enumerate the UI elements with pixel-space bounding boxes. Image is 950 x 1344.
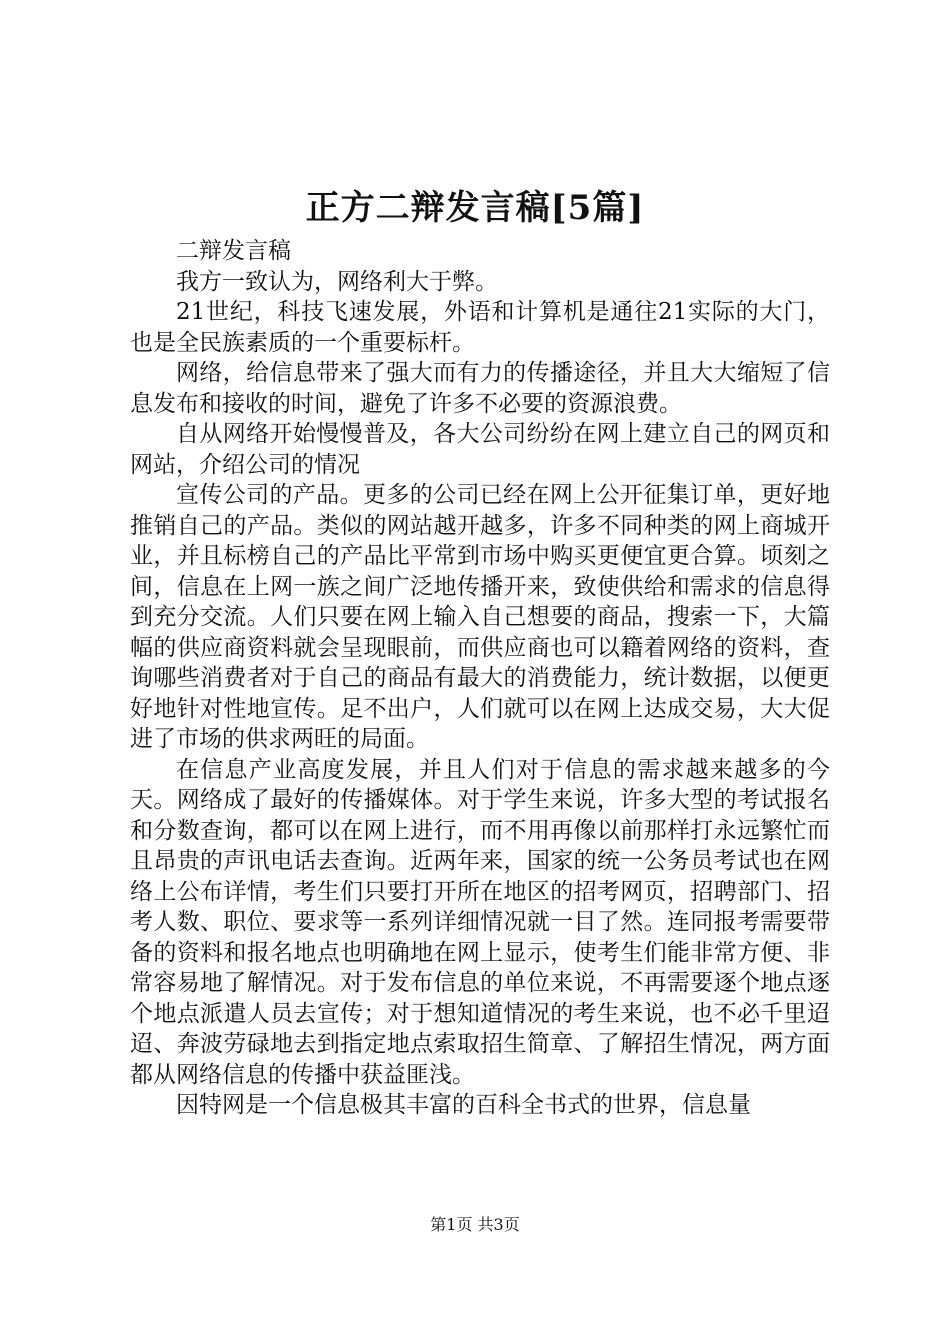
paragraph: 二辩发言稿 [176, 238, 291, 264]
paragraph: 网络，给信息带来了强大而有力的传播途径，并且大大缩短了信息发布和接收的时间，避免了许多不必要的资源浪费。 [130, 360, 830, 417]
paragraph: 21世纪，科技飞速发展，外语和计算机是通往21实际的大门，也是全民族素质的一个重要标杆。 [130, 299, 830, 356]
paragraph: 因特网是一个信息极其丰富的百科全书式的世界，信息量 [176, 1092, 751, 1118]
page-number-footer: 第1页 共3页 [430, 1215, 520, 1234]
paragraph: 在信息产业高度发展，并且人们对于信息的需求越来越多的今天。网络成了最好的传播媒体。对于学生来说，许多大型的考试报名和分数查询，都可以在网上进行，而不用再像以前那样打永远繁忙而且昂贵的声讯电话去查询。近两年来，国家的统一公务员考试也在网络上公布详情，考生们只要打开所在地区的招考网页，招聘部门、招考人数、职位、要求等一系列详细情况就一目了然。连同报考需要带备的资料和报名地点也明确地在网上显示，使考生们能非常方便、非常容易地了解情况。对于发布信息的单位来说，不再需要逐个地点逐个地点派遣人员去宣传；对于想知道情况的考生来说，也不必千里迢迢、奔波劳碌地去到指定地点索取招生简章、了解招生情况，两方面都从网络信息的传播中获益匪浅。 [130, 756, 830, 1088]
paragraph: 自从网络开始慢慢普及，各大公司纷纷在网上建立自己的网页和网站，介绍公司的情况 [130, 421, 830, 478]
document-title: 正方二辩发言稿[5篇] [305, 188, 645, 228]
paragraph: 我方一致认为，网络利大于弊。 [176, 268, 498, 295]
document-body [130, 236, 830, 1121]
paragraph: 宣传公司的产品。更多的公司已经在网上公开征集订单，更好地推销自己的产品。类似的网站越开越多，许多不同种类的网上商城开业，并且标榜自己的产品比平常到市场中购买更便宜更合算。顷刻之间，信息在上网一族之间广泛地传播开来，致使供给和需求的信息得到充分交流。人们只要在网上输入自己想要的商品，搜索一下，大篇幅的供应商资料就会呈现眼前，而供应商也可以籍着网络的资料，查询哪些消费者对于自己的商品有最大的消费能力，统计数据，以便更好地针对性地宣传。足不出户，人们就可以在网上达成交易，大大促进了市场的供求两旺的局面。 [130, 482, 830, 752]
